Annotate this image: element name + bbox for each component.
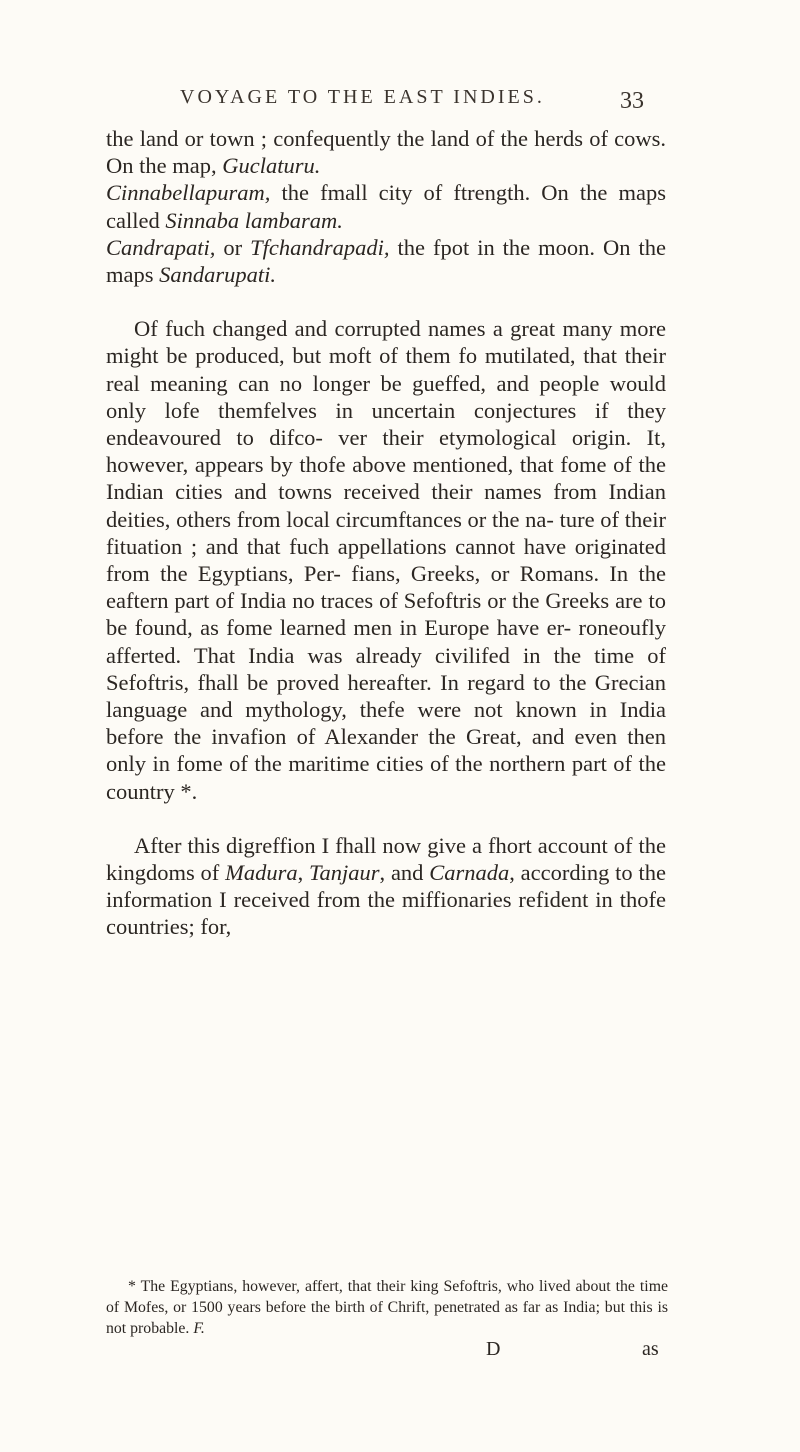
running-head: VOYAGE TO THE EAST INDIES. [180, 86, 545, 108]
paragraph-text: , [297, 860, 310, 886]
gloss-term: Candrapati, [106, 234, 216, 260]
footnote-body: * The Egyptians, however, affert, that their king Sefoftris, who lived about the time of Mofes, or 1500 years before the birth of Chrift, penetrated as far as India; but this is not probable. [106, 1278, 668, 1337]
page-footer [106, 1338, 668, 1364]
paragraph-text: , and [379, 860, 430, 886]
gloss-term: Cinnabellapuram, [106, 180, 271, 206]
paragraph-names: Of fuch changed and corrupted names a great many more might be produced, but moft of them fo mutilated, that their real meaning can no longer be gueffed, and people would only lofe themfelves in uncertain conjectures if they endeavoured to difco- ver their etymological origin. It, however, appears by thofe above mentioned, that fome of the Indian cities and towns received their names from Indian deities, others from local circumftances or the na- ture of their fituation ; and that fuch appellations cannot have originated from the Egyptians, Per- fians, Greeks, or Romans. In the eaftern part of India no traces of Sefoftris or the Greeks are to be found, as fome learned men in Europe have er- roneoufly afferted. That India was already civilifed in the time of Sefoftris, fhall be proved hereafter. In regard to the Grecian language and mythology, thefe were not known in India before the invafion of Alexander the Great, and even then only in fome of the maritime cities of the northern part of the country *. [106, 316, 666, 804]
body-text [106, 125, 666, 941]
gloss-text: the fpot in the moon. On the maps [106, 234, 666, 288]
place-name-glossary [106, 125, 666, 288]
paragraph-text: After this digreffion I fhall now give a fhort account of the kingdoms of [106, 832, 666, 886]
footnote-text [106, 1276, 668, 1339]
paragraph-text: , according to the information I received from the miffionaries refident in thofe countries; for, [106, 860, 666, 940]
catchword: as [642, 1338, 659, 1360]
paragraph-digression [106, 832, 666, 941]
footnote [106, 1276, 668, 1339]
kingdom-tanjaur: Tanjaur [309, 860, 380, 886]
gloss-entry-cinnabellapuram [106, 179, 666, 233]
gloss-entry-herds [106, 125, 666, 179]
kingdom-carnada: Carnada [429, 860, 510, 886]
footnote-initial: F. [193, 1320, 205, 1337]
gloss-entry-candrapati [106, 234, 666, 288]
signature-mark: D [486, 1338, 501, 1360]
gloss-map-name: Sandarupati. [159, 262, 277, 288]
gloss-map-name: Sinnaba lambaram. [165, 207, 343, 233]
gloss-term-alt: Tfchandrapadi, [250, 234, 390, 260]
page-number: 33 [620, 88, 644, 114]
page-header [0, 86, 800, 118]
kingdom-madura: Madura [225, 860, 298, 886]
paragraph-gap [106, 805, 666, 832]
gloss-text: the land or town ; confequently the land of the herds [106, 126, 583, 151]
paragraph-gap [106, 288, 666, 315]
gloss-text: or [215, 234, 251, 260]
gloss-map-name: Guclaturu. [222, 153, 321, 179]
gloss-text: of cows. On the map, [106, 126, 667, 179]
gloss-text: the fmall city of ftrength. On the maps called [106, 180, 666, 233]
